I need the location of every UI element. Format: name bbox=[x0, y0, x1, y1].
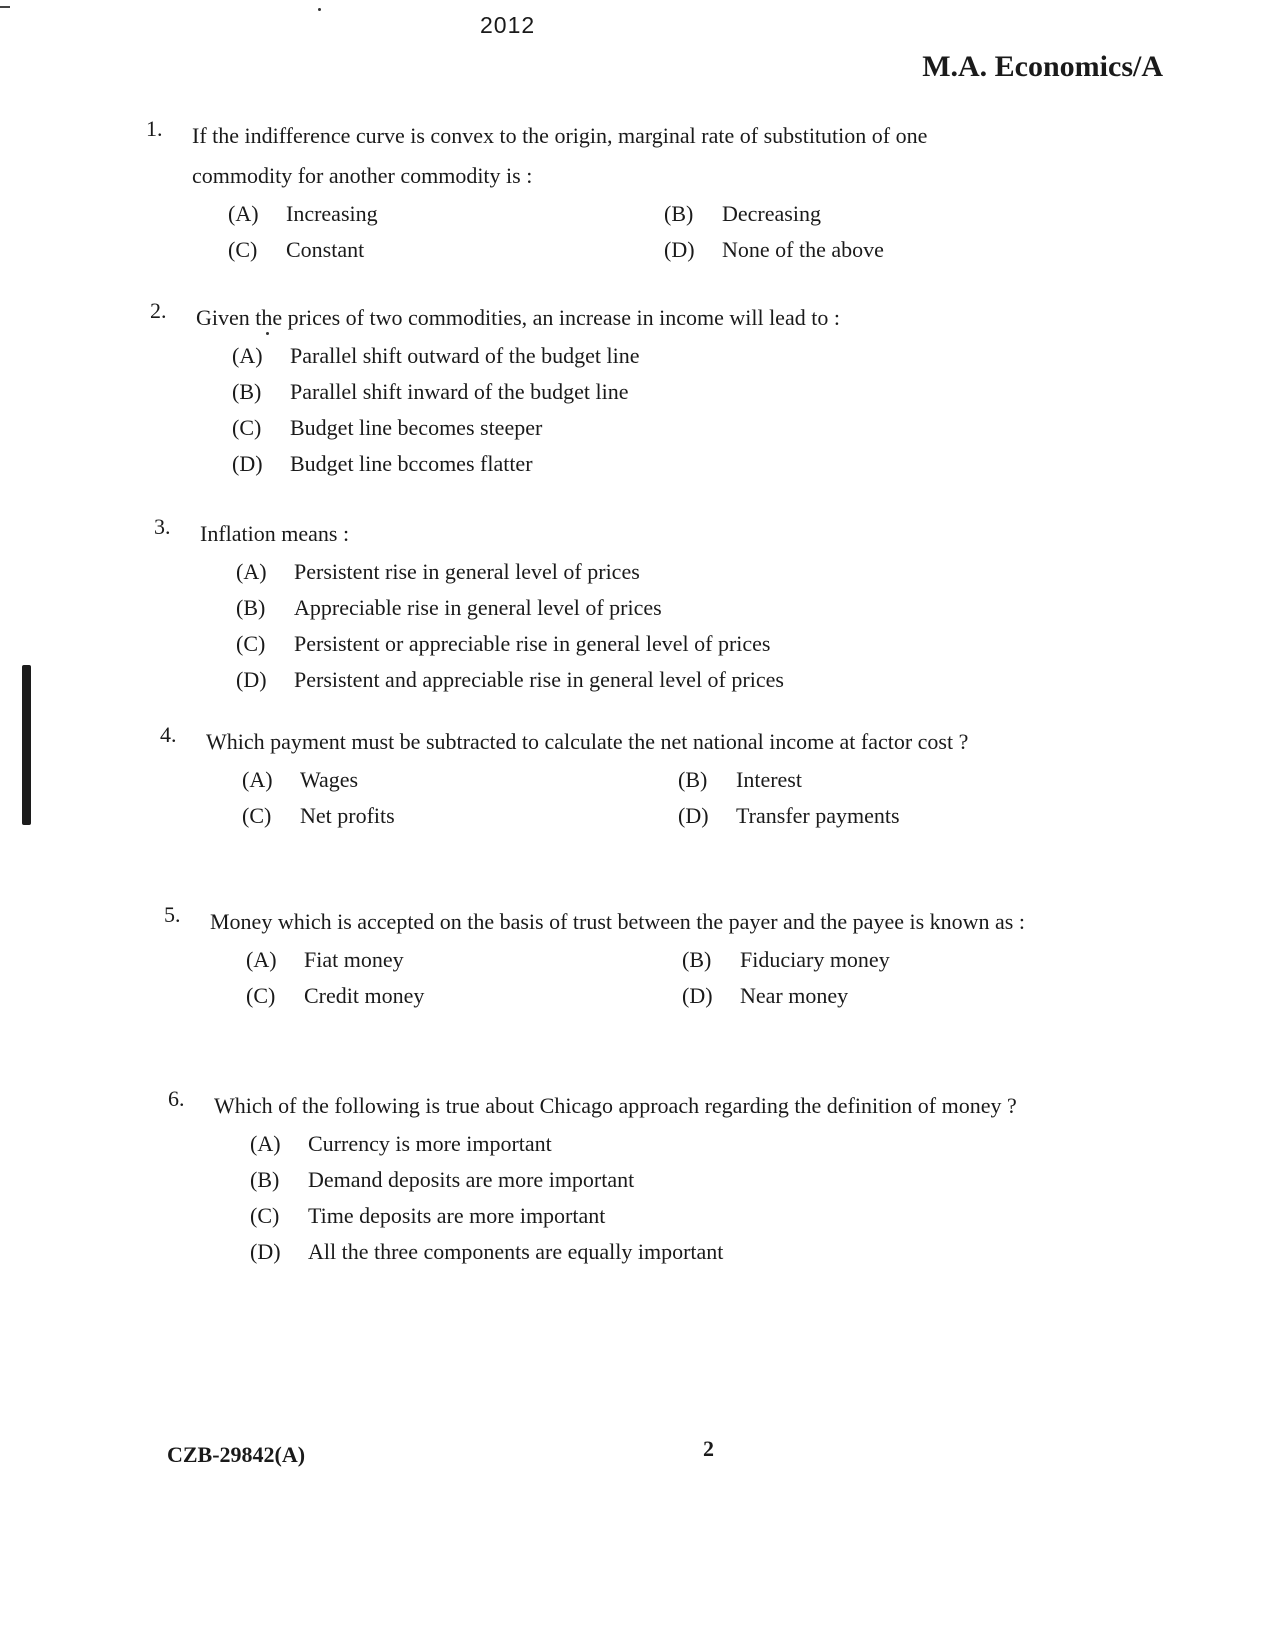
option-b bbox=[678, 762, 1058, 798]
option-text: None of the above bbox=[722, 237, 884, 262]
options-grid bbox=[246, 942, 1030, 1014]
page-number: 2 bbox=[703, 1436, 714, 1461]
option-label: (A) bbox=[242, 767, 273, 792]
option-text: Interest bbox=[736, 767, 802, 792]
options-list bbox=[250, 1126, 1034, 1270]
option-text: Fiduciary money bbox=[740, 947, 890, 972]
option-label: (D) bbox=[678, 803, 709, 828]
option-a bbox=[250, 1126, 1034, 1162]
option-label: (A) bbox=[228, 201, 259, 226]
question-text: Money which is accepted on the basis of trust between the payer and the payee is known as : bbox=[210, 909, 1025, 934]
option-label: (B) bbox=[236, 595, 266, 620]
option-a bbox=[246, 942, 682, 978]
option-text: All the three components are equally important bbox=[308, 1239, 724, 1264]
option-text: Demand deposits are more important bbox=[308, 1167, 635, 1192]
option-label: (D) bbox=[664, 237, 695, 262]
option-text: Fiat money bbox=[304, 947, 404, 972]
option-d bbox=[236, 662, 1020, 698]
exam-year: 2012 bbox=[480, 12, 536, 38]
scan-speck bbox=[318, 8, 321, 11]
option-label: (C) bbox=[232, 415, 262, 440]
paper-code: CZB-29842(A) bbox=[167, 1442, 306, 1467]
option-label: (B) bbox=[250, 1167, 280, 1192]
option-d bbox=[678, 798, 1058, 834]
option-text: Credit money bbox=[304, 983, 425, 1008]
question-text: Which of the following is true about Chicago approach regarding the definition of money ? bbox=[214, 1093, 1017, 1118]
option-text: Decreasing bbox=[722, 201, 821, 226]
question-number: 3. bbox=[154, 514, 171, 539]
question-2 bbox=[150, 298, 1016, 482]
option-b bbox=[236, 590, 1020, 626]
question-text: Given the prices of two commodities, an increase in income will lead to : bbox=[196, 305, 840, 330]
option-d bbox=[232, 446, 1016, 482]
option-c bbox=[236, 626, 1020, 662]
option-text: Appreciable rise in general level of prices bbox=[294, 595, 662, 620]
option-text: Currency is more important bbox=[308, 1131, 552, 1156]
options-grid bbox=[242, 762, 1026, 834]
option-label: (D) bbox=[682, 983, 713, 1008]
option-label: (B) bbox=[678, 767, 708, 792]
scan-mark bbox=[0, 6, 10, 8]
option-text: Persistent and appreciable rise in general level of prices bbox=[294, 667, 784, 692]
binder-mark bbox=[22, 665, 31, 825]
option-text: Budget line becomes steeper bbox=[290, 415, 543, 440]
option-d bbox=[664, 232, 1044, 268]
question-6 bbox=[168, 1086, 1034, 1270]
option-label: (C) bbox=[242, 803, 272, 828]
option-c bbox=[242, 798, 678, 834]
option-label: (C) bbox=[246, 983, 276, 1008]
option-label: (C) bbox=[250, 1203, 280, 1228]
question-3 bbox=[154, 514, 1020, 698]
option-b bbox=[232, 374, 1016, 410]
question-1 bbox=[146, 116, 1012, 268]
question-text: Which payment must be subtracted to calculate the net national income at factor cost ? bbox=[206, 729, 969, 754]
option-label: (A) bbox=[236, 559, 267, 584]
option-text: Wages bbox=[300, 767, 359, 792]
option-text: Budget line bccomes flatter bbox=[290, 451, 533, 476]
option-label: (C) bbox=[228, 237, 258, 262]
option-label: (B) bbox=[232, 379, 262, 404]
option-b bbox=[664, 196, 1044, 232]
question-number: 1. bbox=[146, 116, 163, 141]
question-number: 5. bbox=[164, 902, 181, 927]
option-text: Net profits bbox=[300, 803, 395, 828]
option-a bbox=[228, 196, 664, 232]
option-text: Persistent or appreciable rise in general level of prices bbox=[294, 631, 771, 656]
option-text: Constant bbox=[286, 237, 365, 262]
option-a bbox=[232, 338, 1016, 374]
option-label: (D) bbox=[236, 667, 267, 692]
option-label: (C) bbox=[236, 631, 266, 656]
option-c bbox=[228, 232, 664, 268]
option-text: Parallel shift outward of the budget line bbox=[290, 343, 640, 368]
option-c bbox=[246, 978, 682, 1014]
option-a bbox=[236, 554, 1020, 590]
question-number: 4. bbox=[160, 722, 177, 747]
question-number: 6. bbox=[168, 1086, 185, 1111]
question-5 bbox=[164, 902, 1030, 1014]
option-label: (A) bbox=[232, 343, 263, 368]
page-title: M.A. Economics/A bbox=[922, 50, 1163, 83]
option-text: Near money bbox=[740, 983, 849, 1008]
option-text: Increasing bbox=[286, 201, 378, 226]
option-b bbox=[682, 942, 1062, 978]
question-text: Inflation means : bbox=[200, 521, 350, 546]
options-grid bbox=[228, 196, 1012, 268]
option-d bbox=[250, 1234, 1034, 1270]
option-c bbox=[250, 1198, 1034, 1234]
option-text: Transfer payments bbox=[736, 803, 900, 828]
option-d bbox=[682, 978, 1062, 1014]
option-text: Time deposits are more important bbox=[308, 1203, 606, 1228]
option-a bbox=[242, 762, 678, 798]
option-text: Parallel shift inward of the budget line bbox=[290, 379, 629, 404]
option-label: (D) bbox=[232, 451, 263, 476]
question-number: 2. bbox=[150, 298, 167, 323]
option-b bbox=[250, 1162, 1034, 1198]
option-label: (D) bbox=[250, 1239, 281, 1264]
option-c bbox=[232, 410, 1016, 446]
option-label: (B) bbox=[664, 201, 694, 226]
option-text: Persistent rise in general level of prices bbox=[294, 559, 640, 584]
options-list bbox=[232, 338, 1016, 482]
options-list bbox=[236, 554, 1020, 698]
option-label: (A) bbox=[250, 1131, 281, 1156]
question-text: If the indifference curve is convex to the origin, marginal rate of substitution of one commodity for another commodity is : bbox=[192, 123, 928, 188]
option-label: (A) bbox=[246, 947, 277, 972]
option-label: (B) bbox=[682, 947, 712, 972]
question-4 bbox=[160, 722, 1026, 834]
